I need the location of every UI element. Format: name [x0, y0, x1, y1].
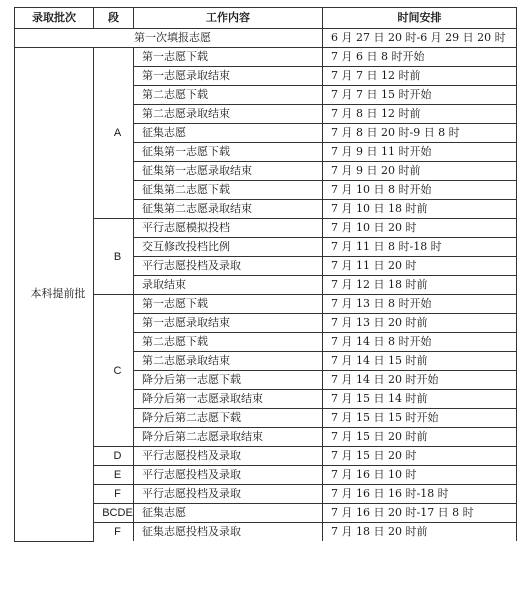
time-cell: 7 月 18 日 20 时前: [323, 523, 517, 542]
task-cell: 征集第一志愿录取结束: [134, 162, 323, 181]
time-cell: 7 月 14 日 15 时前: [323, 352, 517, 371]
task-cell: 征集第二志愿录取结束: [134, 200, 323, 219]
segment-cell: B: [94, 219, 134, 295]
task-cell: 平行志愿投档及录取: [134, 466, 323, 485]
task-cell: 录取结束: [134, 276, 323, 295]
task-cell: 降分后第二志愿下载: [134, 409, 323, 428]
time-cell: 7 月 16 日 10 时: [323, 466, 517, 485]
time-cell: 7 月 10 日 18 时前: [323, 200, 517, 219]
time-cell: 7 月 8 日 12 时前: [323, 105, 517, 124]
segment-cell: F: [94, 485, 134, 504]
task-cell: 降分后第二志愿录取结束: [134, 428, 323, 447]
segment-cell: C: [94, 295, 134, 447]
header-task: 工作内容: [134, 8, 323, 29]
schedule-table: [14, 7, 517, 542]
task-cell: 征集志愿: [134, 504, 323, 523]
time-cell: 7 月 9 日 20 时前: [323, 162, 517, 181]
time-cell: 7 月 16 日 20 时-17 日 8 时: [323, 504, 517, 523]
task-cell: 第二志愿下载: [134, 86, 323, 105]
task-cell: 降分后第一志愿录取结束: [134, 390, 323, 409]
table-row: [15, 48, 517, 67]
time-cell: 7 月 14 日 20 时开始: [323, 371, 517, 390]
time-cell: 7 月 11 日 8 时-18 时: [323, 238, 517, 257]
time-cell: 7 月 12 日 18 时前: [323, 276, 517, 295]
banner-row: [15, 29, 517, 48]
time-cell: 7 月 9 日 11 时开始: [323, 143, 517, 162]
task-cell: 降分后第一志愿下载: [134, 371, 323, 390]
header-segment: 段: [94, 8, 134, 29]
banner-time: 6 月 27 日 20 时-6 月 29 日 20 时: [323, 29, 517, 48]
header-row: [15, 8, 517, 29]
task-cell: 交互修改投档比例: [134, 238, 323, 257]
segment-cell: BCDE: [94, 504, 134, 523]
time-cell: 7 月 13 日 8 时开始: [323, 295, 517, 314]
time-cell: 7 月 16 日 16 时-18 时: [323, 485, 517, 504]
batch-cell: 本科提前批: [15, 48, 94, 542]
time-cell: 7 月 13 日 20 时前: [323, 314, 517, 333]
time-cell: 7 月 6 日 8 时开始: [323, 48, 517, 67]
task-cell: 第一志愿录取结束: [134, 67, 323, 86]
segment-cell: F: [94, 523, 134, 542]
admission-schedule: [14, 7, 516, 542]
task-cell: 第一志愿录取结束: [134, 314, 323, 333]
segment-cell: D: [94, 447, 134, 466]
segment-cell: E: [94, 466, 134, 485]
task-cell: 第二志愿录取结束: [134, 352, 323, 371]
time-cell: 7 月 7 日 12 时前: [323, 67, 517, 86]
time-cell: 7 月 14 日 8 时开始: [323, 333, 517, 352]
task-cell: 第一志愿下载: [134, 295, 323, 314]
time-cell: 7 月 15 日 14 时前: [323, 390, 517, 409]
task-cell: 征集第二志愿下载: [134, 181, 323, 200]
time-cell: 7 月 10 日 8 时开始: [323, 181, 517, 200]
task-cell: 第二志愿下载: [134, 333, 323, 352]
header-time: 时间安排: [323, 8, 517, 29]
task-cell: 征集志愿: [134, 124, 323, 143]
segment-cell: A: [94, 48, 134, 219]
time-cell: 7 月 15 日 15 时开始: [323, 409, 517, 428]
task-cell: 平行志愿投档及录取: [134, 257, 323, 276]
task-cell: 第二志愿录取结束: [134, 105, 323, 124]
time-cell: 7 月 8 日 20 时-9 日 8 时: [323, 124, 517, 143]
task-cell: 征集志愿投档及录取: [134, 523, 323, 542]
task-cell: 平行志愿投档及录取: [134, 447, 323, 466]
time-cell: 7 月 11 日 20 时: [323, 257, 517, 276]
banner-label: 第一次填报志愿: [15, 29, 323, 48]
task-cell: 平行志愿模拟投档: [134, 219, 323, 238]
time-cell: 7 月 15 日 20 时: [323, 447, 517, 466]
task-cell: 第一志愿下载: [134, 48, 323, 67]
time-cell: 7 月 10 日 20 时: [323, 219, 517, 238]
task-cell: 征集第一志愿下载: [134, 143, 323, 162]
time-cell: 7 月 7 日 15 时开始: [323, 86, 517, 105]
header-batch: 录取批次: [15, 8, 94, 29]
time-cell: 7 月 15 日 20 时前: [323, 428, 517, 447]
task-cell: 平行志愿投档及录取: [134, 485, 323, 504]
